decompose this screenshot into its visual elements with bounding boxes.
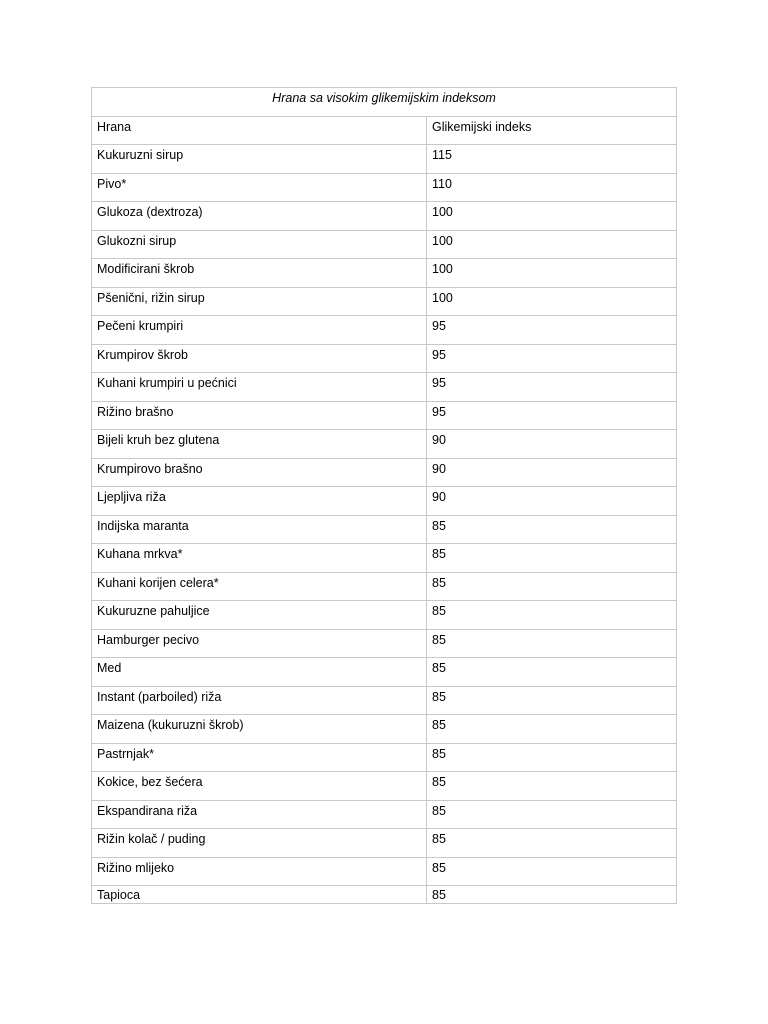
glycemic-index-cell: 85 xyxy=(427,886,677,904)
table-row xyxy=(92,515,677,544)
glycemic-index-cell: 95 xyxy=(427,401,677,430)
food-name-cell: Bijeli kruh bez glutena xyxy=(92,430,427,459)
table-row xyxy=(92,601,677,630)
table-row xyxy=(92,829,677,858)
food-name-cell: Kuhani korijen celera* xyxy=(92,572,427,601)
food-name-cell: Kuhani krumpiri u pećnici xyxy=(92,373,427,402)
table-row xyxy=(92,772,677,801)
food-name-cell: Hamburger pecivo xyxy=(92,629,427,658)
table-row xyxy=(92,886,677,904)
glycemic-index-cell: 90 xyxy=(427,487,677,516)
food-name-cell: Indijska maranta xyxy=(92,515,427,544)
glycemic-index-cell: 100 xyxy=(427,202,677,231)
food-name-cell: Tapioca xyxy=(92,886,427,904)
table-title: Hrana sa visokim glikemijskim indeksom xyxy=(92,88,677,117)
food-name-cell: Pšenični, rižin sirup xyxy=(92,287,427,316)
glycemic-index-cell: 85 xyxy=(427,857,677,886)
table-body xyxy=(92,88,677,904)
glycemic-index-cell: 85 xyxy=(427,829,677,858)
glycemic-index-cell: 85 xyxy=(427,658,677,687)
glycemic-index-cell: 85 xyxy=(427,743,677,772)
header-glycemic-index: Glikemijski indeks xyxy=(427,116,677,145)
table-row xyxy=(92,316,677,345)
glycemic-index-cell: 90 xyxy=(427,430,677,459)
glycemic-index-cell: 110 xyxy=(427,173,677,202)
table-row xyxy=(92,230,677,259)
table-row xyxy=(92,287,677,316)
glycemic-index-cell: 90 xyxy=(427,458,677,487)
glycemic-index-cell: 95 xyxy=(427,344,677,373)
glycemic-index-cell: 85 xyxy=(427,800,677,829)
food-name-cell: Kukuruzne pahuljice xyxy=(92,601,427,630)
glycemic-index-cell: 85 xyxy=(427,601,677,630)
food-name-cell: Rižino brašno xyxy=(92,401,427,430)
food-name-cell: Ljepljiva riža xyxy=(92,487,427,516)
table-header-row xyxy=(92,116,677,145)
glycemic-index-cell: 100 xyxy=(427,230,677,259)
food-name-cell: Pastrnjak* xyxy=(92,743,427,772)
glycemic-index-cell: 85 xyxy=(427,772,677,801)
food-name-cell: Kukuruzni sirup xyxy=(92,145,427,174)
food-name-cell: Krumpirovo brašno xyxy=(92,458,427,487)
table-row xyxy=(92,458,677,487)
glycemic-index-cell: 85 xyxy=(427,686,677,715)
table-title-row xyxy=(92,88,677,117)
glycemic-index-cell: 85 xyxy=(427,715,677,744)
table-row xyxy=(92,202,677,231)
table-row xyxy=(92,857,677,886)
table-row xyxy=(92,401,677,430)
table-row xyxy=(92,544,677,573)
glycemic-index-cell: 85 xyxy=(427,629,677,658)
table-row xyxy=(92,373,677,402)
glycemic-index-cell: 85 xyxy=(427,515,677,544)
glycemic-index-cell: 100 xyxy=(427,259,677,288)
glycemic-index-cell: 95 xyxy=(427,316,677,345)
table-row xyxy=(92,487,677,516)
food-name-cell: Instant (parboiled) riža xyxy=(92,686,427,715)
table-row xyxy=(92,658,677,687)
glycemic-index-cell: 85 xyxy=(427,572,677,601)
table-row xyxy=(92,259,677,288)
table-row xyxy=(92,173,677,202)
table-row xyxy=(92,715,677,744)
food-name-cell: Rižin kolač / puding xyxy=(92,829,427,858)
glycemic-index-table xyxy=(91,87,677,904)
food-name-cell: Rižino mlijeko xyxy=(92,857,427,886)
glycemic-index-cell: 85 xyxy=(427,544,677,573)
food-name-cell: Pečeni krumpiri xyxy=(92,316,427,345)
table-row xyxy=(92,572,677,601)
table-row xyxy=(92,145,677,174)
food-name-cell: Pivo* xyxy=(92,173,427,202)
table-row xyxy=(92,430,677,459)
glycemic-index-cell: 95 xyxy=(427,373,677,402)
food-name-cell: Maizena (kukuruzni škrob) xyxy=(92,715,427,744)
table-row xyxy=(92,344,677,373)
food-name-cell: Modificirani škrob xyxy=(92,259,427,288)
food-name-cell: Glukozni sirup xyxy=(92,230,427,259)
glycemic-index-cell: 100 xyxy=(427,287,677,316)
table-row xyxy=(92,800,677,829)
food-name-cell: Ekspandirana riža xyxy=(92,800,427,829)
header-food: Hrana xyxy=(92,116,427,145)
food-name-cell: Kokice, bez šećera xyxy=(92,772,427,801)
glycemic-index-cell: 115 xyxy=(427,145,677,174)
food-name-cell: Glukoza (dextroza) xyxy=(92,202,427,231)
food-name-cell: Med xyxy=(92,658,427,687)
food-name-cell: Kuhana mrkva* xyxy=(92,544,427,573)
table-row xyxy=(92,629,677,658)
table-row xyxy=(92,743,677,772)
table-row xyxy=(92,686,677,715)
food-name-cell: Krumpirov škrob xyxy=(92,344,427,373)
